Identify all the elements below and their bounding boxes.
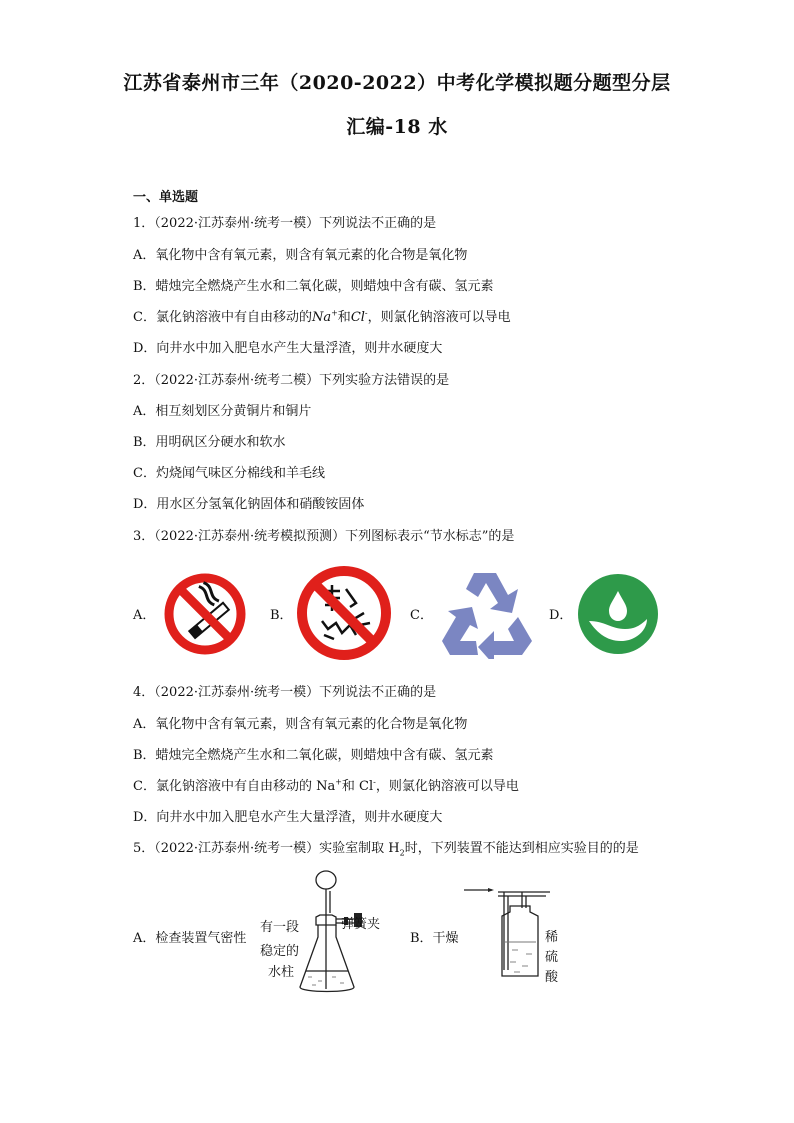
doc-title-line2: 汇编-18 水 — [346, 116, 448, 138]
q2-option-a: A．相互刻划区分黄铜片和铜片 — [133, 404, 312, 419]
q1-c-cl: Cl — [350, 310, 365, 325]
q4-c-na-sup: + — [335, 777, 342, 787]
q3-option-b-label: B． — [270, 608, 293, 623]
q1-c-na-sup: + — [331, 308, 338, 318]
recycle-icon — [438, 567, 538, 659]
q4-option-b: B．蜡烛完全燃烧产生水和二氧化碳，则蜡烛中含有碳、氢元素 — [133, 748, 494, 763]
q5-b-acid-3: 酸 — [545, 970, 559, 985]
q5-option-b-label: B．干燥 — [410, 931, 459, 946]
q1-stem: 1．（2022·江苏泰州·统考一模）下列说法不正确的是 — [133, 216, 437, 231]
q2-stem: 2．（2022·江苏泰州·统考二模）下列实验方法错误的是 — [133, 373, 450, 388]
q4-option-c — [133, 775, 519, 794]
q4-c-cl-sup: - — [373, 777, 376, 787]
q4-c-pre: C．氯化钠溶液中有自由移动的 Na — [133, 779, 336, 794]
q1-c-na: Na — [311, 310, 332, 325]
q5-a-caption-1: 有一段 — [260, 920, 300, 935]
q5-b-acid-2: 硫 — [545, 950, 559, 965]
q3-stem: 3．（2022·江苏泰州·统考模拟预测）下列图标表示“节水标志”的是 — [133, 529, 515, 544]
q1-option-d: D．向井水中加入肥皂水产生大量浮渣，则井水硬度大 — [133, 341, 443, 356]
q5-stem — [133, 837, 639, 856]
drying-bottle-diagram — [462, 880, 552, 980]
section-heading: 一、单选题 — [133, 190, 199, 205]
q5-b-acid-1: 稀 — [545, 930, 559, 945]
q1-c-post: ，则氯化钠溶液可以导电 — [367, 310, 511, 325]
q1-c-pre: C．氯化钠溶液中有自由移动的 — [133, 310, 312, 325]
water-saving-icon — [575, 571, 661, 657]
no-smoking-icon — [162, 571, 248, 657]
q5-a-caption-3: 水柱 — [268, 965, 295, 980]
q5-stem-sub: 2 — [399, 848, 405, 858]
q3-option-c-label: C． — [410, 608, 433, 623]
q5-a-clip-label: 弹簧夹 — [341, 917, 381, 932]
q2-option-c: C．灼烧闻气味区分棉线和羊毛线 — [133, 466, 325, 481]
doc-title-line1: 江苏省泰州市三年（2020-2022）中考化学模拟题分题型分层 — [123, 72, 671, 94]
q1-option-c — [133, 306, 511, 325]
q4-c-post: ，则氯化钠溶液可以导电 — [375, 779, 519, 794]
q5-a-caption-2: 稳定的 — [260, 944, 300, 959]
q5-stem-post: 时，下列装置不能达到相应实验目的的是 — [404, 841, 639, 856]
q4-option-d: D．向井水中加入肥皂水产生大量浮渣，则井水硬度大 — [133, 810, 443, 825]
q5-stem-pre: 5．（2022·江苏泰州·统考一模）实验室制取 H — [133, 841, 400, 856]
q4-c-and: 和 Cl — [341, 779, 374, 794]
q2-option-d: D．用水区分氢氧化钠固体和硝酸铵固体 — [133, 497, 365, 512]
q1-c-and: 和 — [337, 310, 351, 325]
q4-option-a: A．氧化物中含有氧元素，则含有氧元素的化合物是氧化物 — [133, 717, 468, 732]
airtightness-apparatus-diagram — [298, 867, 386, 997]
q1-option-a: A．氧化物中含有氧元素，则含有氧元素的化合物是氧化物 — [133, 248, 468, 263]
q1-option-b: B．蜡烛完全燃烧产生水和二氧化碳，则蜡烛中含有碳、氢元素 — [133, 279, 494, 294]
q4-stem: 4．（2022·江苏泰州·统考一模）下列说法不正确的是 — [133, 685, 437, 700]
q2-option-b: B．用明矾区分硬水和软水 — [133, 435, 286, 450]
no-fireworks-icon — [294, 563, 394, 663]
q3-option-a-label: A． — [133, 608, 156, 623]
q3-option-d-label: D． — [549, 608, 573, 623]
q1-c-cl-sup: - — [364, 308, 368, 318]
q5-option-a-label: A．检查装置气密性 — [133, 931, 247, 946]
